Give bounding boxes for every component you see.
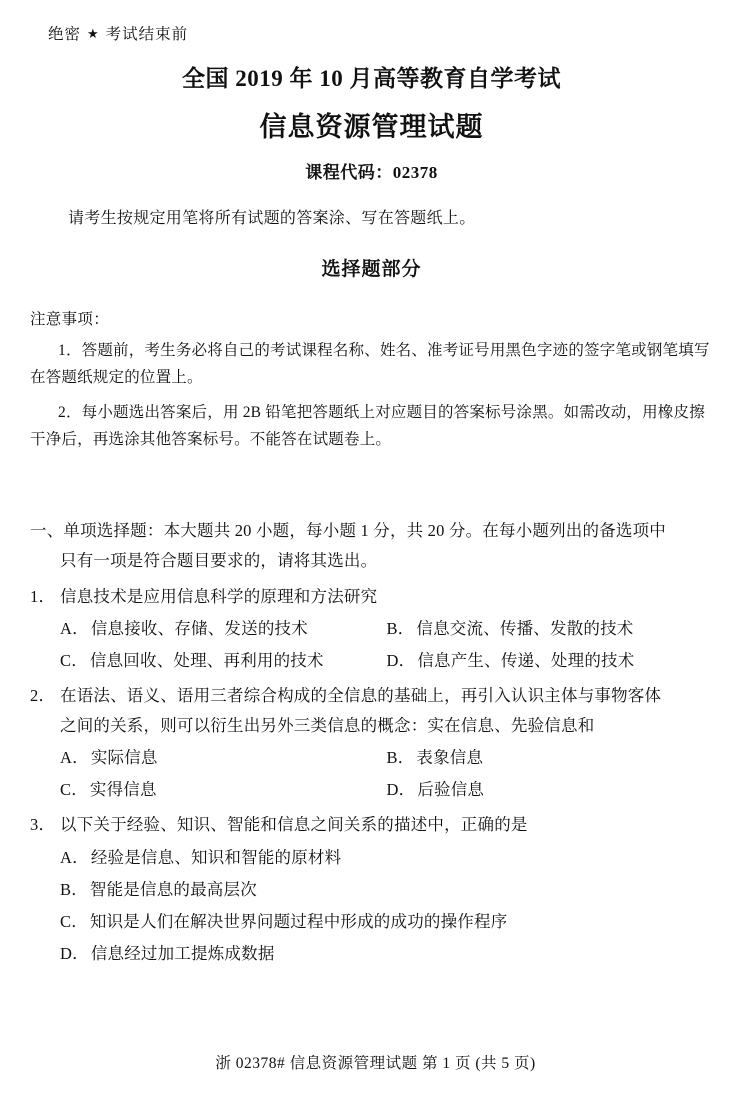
option-d[interactable] bbox=[387, 774, 714, 805]
option-d[interactable] bbox=[60, 938, 713, 970]
option-b[interactable] bbox=[387, 742, 714, 773]
option-d-label: D． bbox=[60, 944, 89, 964]
option-c[interactable] bbox=[60, 906, 713, 938]
option-a-text: 经验是信息、知识和智能的原材料 bbox=[90, 847, 342, 867]
option-d-text: 信息产生、传递、处理的技术 bbox=[417, 650, 635, 670]
question-number: 2． bbox=[30, 685, 56, 705]
question-text bbox=[60, 681, 713, 740]
secrecy-header bbox=[48, 22, 713, 44]
question-text: 以下关于经验、知识、智能和信息之间关系的描述中，正确的是 bbox=[60, 814, 528, 834]
option-c-label: C． bbox=[60, 779, 88, 799]
option-a-label: A． bbox=[60, 748, 89, 768]
option-b-label: B． bbox=[386, 748, 415, 768]
option-d-label: D． bbox=[386, 650, 416, 670]
question-group-heading bbox=[30, 516, 713, 577]
option-a-label: A． bbox=[60, 847, 89, 867]
notice-heading: 注意事项： bbox=[30, 311, 110, 328]
option-a-label: A． bbox=[60, 619, 89, 639]
question-stem bbox=[30, 582, 713, 612]
question-item bbox=[30, 681, 713, 805]
question-item bbox=[30, 582, 713, 676]
option-list bbox=[60, 742, 713, 805]
option-c[interactable] bbox=[60, 645, 387, 676]
option-c-text: 实得信息 bbox=[89, 779, 157, 799]
question-text: 信息技术是应用信息科学的原理和方法研究 bbox=[60, 586, 378, 606]
question-text-line2: 之间的关系，则可以衍生出另外三类信息的概念：实在信息、先验信息和 bbox=[60, 715, 595, 735]
option-a-text: 信息接收、存储、发送的技术 bbox=[90, 619, 308, 639]
option-b[interactable] bbox=[387, 613, 714, 644]
question-stem bbox=[30, 681, 713, 740]
option-b-label: B． bbox=[60, 879, 88, 899]
option-b-text: 表象信息 bbox=[416, 748, 484, 768]
option-b-label: B． bbox=[386, 619, 415, 639]
option-c-label: C． bbox=[60, 650, 88, 670]
option-c-label: C． bbox=[60, 912, 88, 931]
question-group-line2: 只有一项是符合题目要求的，请将其选出。 bbox=[60, 551, 378, 571]
page-footer: 浙 02378# 信息资源管理试题 第 1 页 (共 5 页) bbox=[215, 1055, 536, 1072]
option-b-text: 信息交流、传播、发散的技术 bbox=[416, 619, 634, 639]
option-b[interactable] bbox=[60, 874, 713, 906]
paper-title: 信息资源管理试题 bbox=[259, 112, 484, 142]
option-d-text: 信息经过加工提炼成数据 bbox=[90, 944, 275, 964]
option-d-text: 后验信息 bbox=[417, 779, 485, 799]
option-b-text: 智能是信息的最高层次 bbox=[89, 879, 257, 899]
question-number: 1． bbox=[30, 586, 56, 606]
course-code: 课程代码：02378 bbox=[305, 163, 438, 182]
option-a[interactable] bbox=[60, 742, 387, 773]
question-item bbox=[30, 810, 713, 970]
option-c-text: 信息回收、处理、再利用的技术 bbox=[89, 650, 324, 670]
exam-title: 全国 2019 年 10 月高等教育自学考试 bbox=[182, 66, 561, 91]
answer-instruction: 请考生按规定用笔将所有试题的答案涂、写在答题纸上。 bbox=[68, 210, 476, 227]
secrecy-suffix: 考试结束前 bbox=[105, 26, 189, 43]
option-a[interactable] bbox=[60, 613, 387, 644]
option-d[interactable] bbox=[387, 645, 714, 676]
spacer bbox=[30, 454, 713, 510]
notice-item: 1．答题前，考生务必将自己的考试课程名称、姓名、准考证号用黑色字迹的签字笔或钢笔填写在答题纸规定的位置上。 bbox=[30, 342, 710, 387]
option-a[interactable] bbox=[60, 842, 713, 874]
option-a-text: 实际信息 bbox=[90, 748, 158, 768]
option-list bbox=[60, 613, 713, 676]
option-c[interactable] bbox=[60, 774, 387, 805]
question-text-line1: 在语法、语义、语用三者综合构成的全信息的基础上，再引入认识主体与事物客体 bbox=[60, 685, 662, 705]
notice-item: 2．每小题选出答案后，用 2B 铅笔把答题纸上对应题目的答案标号涂黑。如需改动，用橡皮擦干净后，再选涂其他答案标号。不能答在试题卷上。 bbox=[30, 404, 705, 449]
star-icon: ★ bbox=[87, 26, 100, 41]
question-group-line1: 一、单项选择题：本大题共 20 小题，每小题 1 分，共 20 分。在每小题列出的备选项中 bbox=[30, 520, 666, 540]
secrecy-label: 绝密 bbox=[48, 26, 82, 43]
question-stem bbox=[30, 810, 713, 840]
section-title: 选择题部分 bbox=[321, 259, 422, 280]
option-d-label: D． bbox=[386, 779, 416, 799]
option-list bbox=[60, 842, 713, 971]
option-c-text: 知识是人们在解决世界问题过程中形成的成功的操作程序 bbox=[89, 912, 508, 931]
question-number: 3． bbox=[30, 814, 56, 834]
